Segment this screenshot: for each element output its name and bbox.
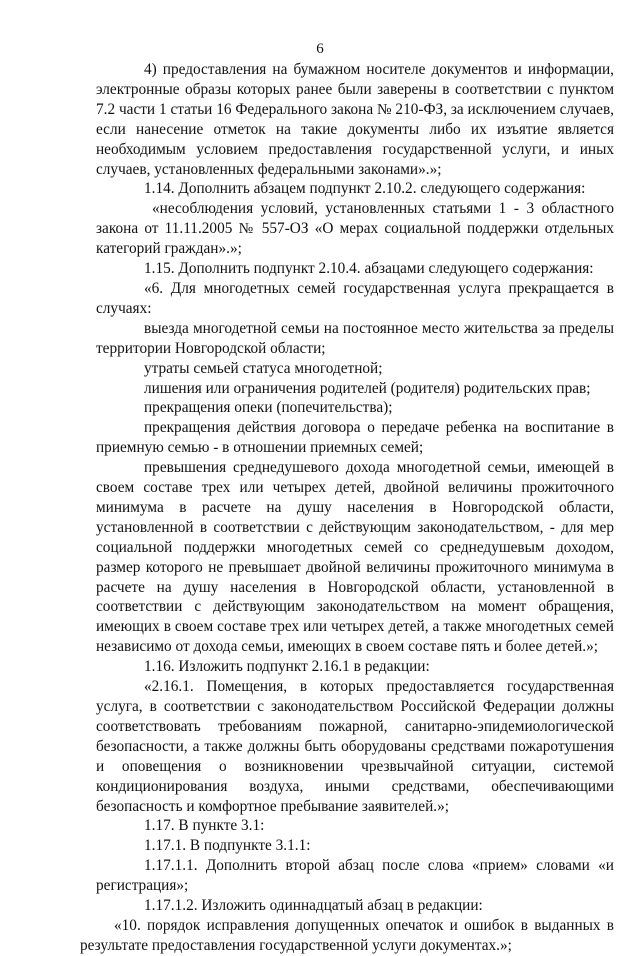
paragraph-departure: выезда многодетной семьи на постоянное место жительства за пределы территории Новгородской области;	[96, 319, 614, 357]
paragraph-1-16: 1.16. Изложить подпункт 2.16.1 в редакции:	[144, 658, 430, 676]
paragraph-parental-rights: лишения или ограничения родителей (родителя) родительских прав;	[144, 379, 591, 397]
paragraph-guardianship: прекращения опеки (попечительства);	[144, 399, 393, 417]
paragraph-1-17: 1.17. В пункте 3.1:	[144, 817, 265, 835]
paragraph-1-14: 1.14. Дополнить абзацем подпункт 2.10.2. следующего содержания:	[144, 180, 586, 198]
paragraph-quote-6: «6. Для многодетных семей государственная услуга прекращается в случаях:	[96, 279, 614, 317]
paragraph-quote-nonobservance: «несоблюдения условий, установленных статьями 1 - 3 областного закона от 11.11.2005 № 557-ОЗ «О мерах социальной поддержки отдельных категорий граждан».»;	[96, 200, 614, 258]
paragraph-1-17-1-1: 1.17.1.1. Дополнить второй абзац после слова «прием» словами «и регистрация»;	[96, 857, 614, 895]
paragraph-quote-2-16-1: «2.16.1. Помещения, в которых предоставляется государственная услуга, в соответствии с законодательством Российской Федерации должны соответствовать требованиям пожарной, санитарно-эпидемиологической безопасности, а также должны быть оборудованы средствами пожаротушения и оповещения о возникновении чрезвычайной ситуации, системой кондиционирования воздуха, иными средствами, обеспечивающими безопасность и комфортное пребывание заявителей.»;	[96, 678, 614, 815]
paragraph-quote-10: «10. порядок исправления допущенных опечаток и ошибок в выданных в результате предоставления государственной услуги документах.»;	[80, 916, 614, 954]
paragraph-status-loss: утраты семьей статуса многодетной;	[144, 359, 383, 377]
paragraph-foster-contract: прекращения действия договора о передаче ребенка на воспитание в приемную семью - в отношении приемных семей;	[96, 419, 614, 457]
paragraph-1-17-1: 1.17.1. В подпункте 3.1.1:	[144, 837, 311, 855]
paragraph-1-17-1-2: 1.17.1.2. Изложить одиннадцатый абзац в редакции:	[144, 897, 483, 915]
document-body	[80, 60, 614, 956]
paragraph-1-15: 1.15. Дополнить подпункт 2.10.4. абзацами следующего содержания:	[144, 260, 594, 278]
paragraph-income-excess: превышения среднедушевого дохода многодетной семьи, имеющей в своем составе трех или четырех детей, двойной величины прожиточного минимума в расчете на душу населения в Новгородской области, установленной в соответствии с действующим законодательством, - для мер социальной поддержки многодетных семей со среднедушевым доходом, размер которого не превышает двойной величины прожиточного минимума в расчете на душу населения в Новгородской области, установленной в соответствии с действующим законодательством на момент обращения, имеющих в своем составе трех или четырех детей, а также многодетных семей независимо от дохода семьи, имеющих в своем составе пять и более детей.»;	[96, 459, 614, 656]
page-number: 6	[316, 41, 324, 57]
paragraph-item-4: 4) предоставления на бумажном носителе документов и информации, электронные образы которых ранее были заверены в соответствии с пунктом 7.2 части 1 статьи 16 Федерального закона № 210-ФЗ, за исключением случаев, если нанесение отметок на такие документы либо их изъятие является необходимым условием предоставления государственной услуги, и иных случаев, установленных федеральными законами».»;	[96, 61, 614, 178]
